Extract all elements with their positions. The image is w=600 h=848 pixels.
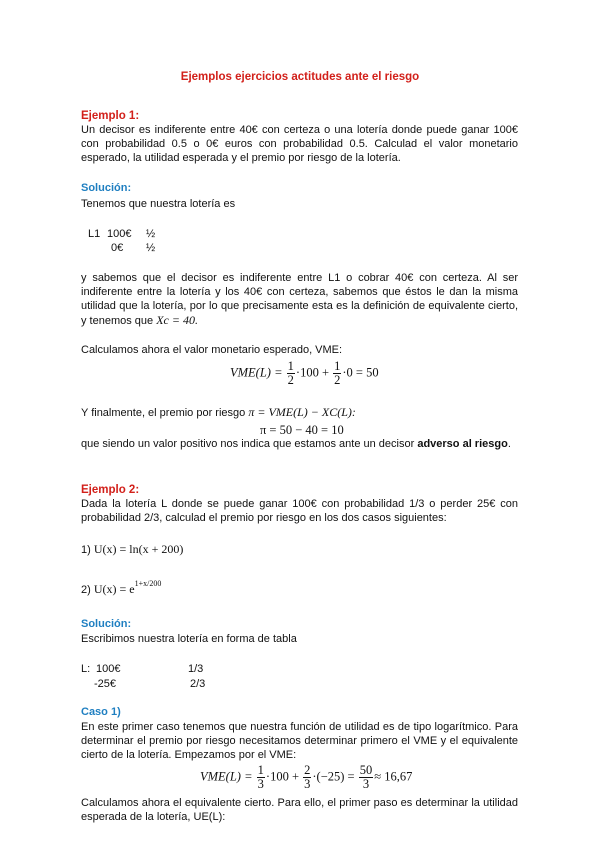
adverso-al-riesgo: adverso al riesgo (417, 438, 508, 450)
case-2-formula: $U(x) = e^{1+x/200}$ (93, 579, 162, 596)
lottery-1-name: L1 (88, 228, 101, 240)
case-1-formula: U(x) = ln(x + 200) (93, 542, 184, 556)
premio-equation: π = 50 − 40 = 10 (260, 423, 344, 437)
vme-intro: Calculamos ahora el valor monetario esperado, VME: (81, 344, 343, 356)
ejemplo-2-heading: Ejemplo 2: (81, 484, 140, 496)
ejemplo-2-statement: Dada la lotería L donde se puede ganar 100€ con probabilidad 1/3 o perder 25€ con probabilidad 2/3, calculad el premio por riesgo en los dos casos siguientes: (81, 498, 518, 524)
lottery-1-prob-2: ½ (146, 242, 156, 254)
xc-equation: Xc = 40. (156, 313, 198, 327)
caso-1-text: En este primer caso tenemos que nuestra función de utilidad es de tipo logarítmico. Para determinar el premio por riesgo necesitamos determinar primero el VME y el equivalente cierto de la lotería. Empezamos por el VME: (81, 721, 518, 761)
premio-intro: Y finalmente, el premio por riesgo π = VME(L) − XC(L): (81, 405, 356, 419)
case-1-utility: 1) U(x) = ln(x + 200) (81, 542, 184, 556)
solucion-2-heading: Solución: (81, 618, 132, 630)
ejemplo-1-statement: Un decisor es indiferente entre 40€ con certeza o una lotería donde puede ganar 100€ con probabilidad 0.5 o 0€ euros con probabilidad 0.5. Calculad el valor monetario esperado, la utilidad esperada y el premio por riesgo de la lotería. (81, 124, 518, 164)
lottery-2-value-2: -25€ (94, 678, 117, 690)
solucion-1-heading: Solución: (81, 182, 132, 194)
caso-1-heading: Caso 1) (81, 706, 121, 718)
ejemplo-1-heading: Ejemplo 1: (81, 110, 140, 122)
case-2-utility: 2) $U(x) = e^{1+x/200}$ (81, 579, 162, 596)
indifference-paragraph: y sabemos que el decisor es indiferente entre L1 o cobrar 40€ con certeza. Al ser indiferente entre la lotería y los 40€ con certeza, sabemos que éstos le dan la misma utilidad que la lotería, por lo que precisamente esta es la definición de equivalente cierto, y tenemos que Xc = 40. (81, 272, 518, 327)
document-title: Ejemplos ejercicios actitudes ante el riesgo (180, 71, 420, 83)
lottery-2-value-1: 100€ (96, 663, 121, 675)
case-2-exponent: 1+x/200 (134, 579, 162, 588)
premio-formula: π = VME(L) − XC(L): (248, 405, 356, 419)
final-paragraph: Calculamos ahora el equivalente cierto. Para ello, el primer paso es determinar la utilidad esperada de la lotería, UE(L): (81, 797, 518, 823)
conclusion-1: que siendo un valor positivo nos indica que estamos ante un decisor adverso al riesgo. (81, 438, 511, 450)
vme-equation-2: VME(L) = $\frac{1}{3}$ ·100 + $\frac{2}{3}$ ·(−25) = $\frac{50}{3}$ ≈ 16,67 (200, 763, 413, 791)
lottery-2-name: L: (81, 663, 91, 675)
lottery-1-value-2: 0€ (111, 242, 124, 254)
lottery-intro: Tenemos que nuestra lotería es (81, 198, 236, 210)
lottery-2-prob-1: 1/3 (188, 663, 204, 675)
table-intro: Escribimos nuestra lotería en forma de tabla (81, 633, 297, 645)
lottery-1-value-1: 100€ (107, 228, 132, 240)
lottery-1-prob-1: ½ (146, 228, 156, 240)
vme-equation-1: VME(L) = $\frac{1}{2}$ ·100 + $\frac{1}{2}$ ·0 = 50 (230, 359, 379, 387)
lottery-2-prob-2: 2/3 (190, 678, 206, 690)
